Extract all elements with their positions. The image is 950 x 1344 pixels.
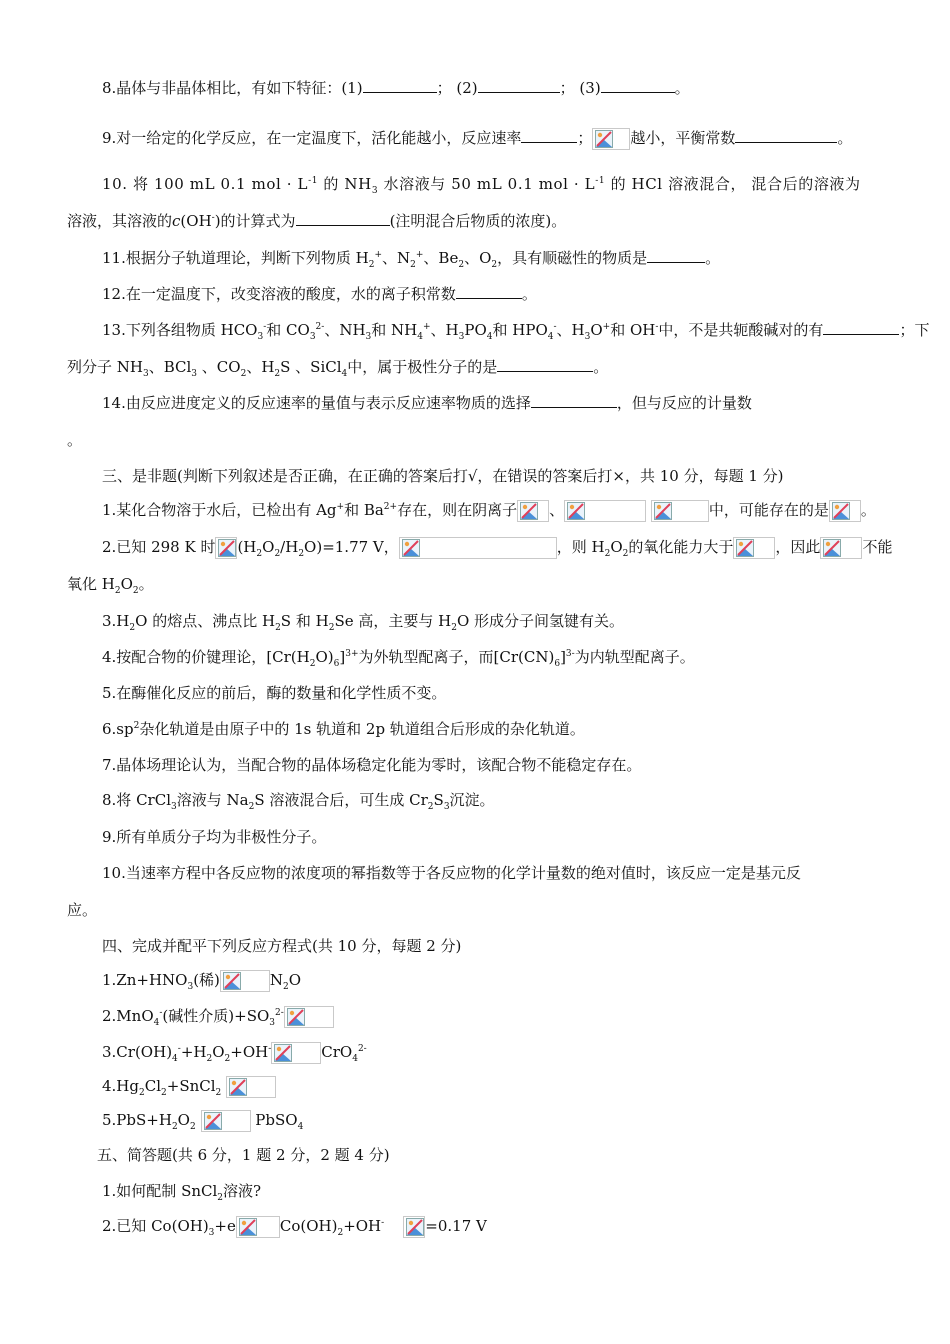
question-11: 11.根据分子轨道理论，判断下列物质 $H_2^+$、$N_2^+$、$Be_2$、$O_2$，具有顺磁性的物质是 。	[102, 249, 721, 270]
broken-image-icon	[271, 1042, 321, 1064]
broken-image-icon	[820, 537, 862, 559]
tf-item-8: 8.将 CrCl$_3$溶液与 $Na_2S$ 溶液混合后，可生成 $Cr_2S_3$沉淀。	[102, 791, 495, 812]
tf-item-7: 7.晶体场理论认为，当配合物的晶体场稳定化能为零时，该配合物不能稳定存在。	[102, 756, 642, 774]
question-9: 9.对一给定的化学反应，在一定温度下，活化能越小，反应速率 ； 越小，平衡常数 。	[102, 128, 852, 150]
question-13-line-2: 列分子 $NH_3$、BCl$_3$ 、$CO_2$、$H_2S$ 、SiCl$_4$中，属于极性分子的是 。	[67, 358, 609, 379]
answer-blank[interactable]	[363, 78, 437, 93]
tf-item-4: 4.按配合物的价键理论，$[Cr(H_2O)_6]^{3+}$为外轨型配离子，而$[Cr(CN)_6]^{3-}$为内轨型配离子。	[102, 648, 695, 669]
broken-image-icon	[592, 128, 630, 150]
section-4-heading: 四、完成并配平下列反应方程式(共 10 分，每题 2 分)	[102, 937, 462, 955]
answer-blank[interactable]	[296, 211, 390, 226]
answer-blank[interactable]	[735, 128, 837, 143]
short-answer-2: 2.已知 $Co(OH)_3+e$ $Co(OH)_2+OH^-$ =0.17 V	[102, 1217, 487, 1238]
section-5-heading: 五、简答题(共 6 分，1 题 2 分，2 题 4 分)	[97, 1146, 390, 1164]
question-12: 12.在一定温度下，改变溶液的酸度，水的离子积常数 。	[102, 285, 537, 303]
broken-image-icon	[220, 970, 270, 992]
broken-image-icon	[201, 1110, 251, 1132]
tf-item-3: $3.H_2O$ 的熔点、沸点比 $H_2S$ 和 $H_2Se$ 高，主要与 $H_2O$ 形成分子间氢键有关。	[102, 612, 625, 633]
short-answer-1: 1.如何配制 SnCl$_2$溶液?	[102, 1182, 262, 1203]
broken-image-icon	[226, 1076, 276, 1098]
tf-item-10: 10.当速率方程中各反应物的浓度项的幂指数等于各反应物的化学计量数的绝对值时，该反应一定是基元反	[102, 864, 801, 882]
equation-5: $5.PbS+H_2O_2$ PbSO$_4$	[102, 1111, 304, 1132]
equation-3: $3.Cr(OH)_4^-+H_2O_2+OH^-$ CrO$_4^{2-}$	[102, 1043, 367, 1064]
equation-2: 2.MnO$_4$-(碱性介质)$+SO_3^{2-}$	[102, 1006, 334, 1028]
broken-image-icon	[236, 1216, 280, 1238]
tf-item-10-cont: 应。	[67, 901, 98, 919]
broken-image-icon	[215, 537, 237, 559]
broken-image-icon	[564, 500, 646, 522]
question-8: 8.晶体与非晶体相比，有如下特征：(1) ； (2) ； (3) 。	[102, 79, 690, 97]
tf-item-9: 9.所有单质分子均为非极性分子。	[102, 828, 327, 846]
tf-item-2: 2.已知 298 K 时 $(H_2O_2/H_2O)=1.77$ V， ，则 $H_2O_2$的氧化能力大于 ，因此 不能	[102, 538, 893, 559]
answer-blank[interactable]	[456, 284, 522, 299]
question-10-line-2: 溶液，其溶液的c(OH-)的计算式为 (注明混合后物质的浓度)。	[67, 212, 567, 230]
answer-blank[interactable]	[497, 357, 593, 372]
answer-blank[interactable]	[521, 128, 577, 143]
broken-image-icon	[403, 1216, 425, 1238]
broken-image-icon	[733, 537, 775, 559]
question-14: 14.由反应进度定义的反应速率的量值与表示反应速率物质的选择 ，但与反应的计量数	[102, 394, 752, 412]
answer-blank[interactable]	[601, 78, 675, 93]
question-14-end: 。	[67, 431, 83, 449]
tf-item-6: $6.sp^2$杂化轨道是由原子中的 1s 轨道和 2p 轨道组合后形成的杂化轨道。	[102, 720, 585, 738]
section-3-heading: 三、是非题(判断下列叙述是否正确，在正确的答案后打√，在错误的答案后打×，共 10 分，每题 1 分)	[102, 467, 784, 485]
question-10-line-1: 10. 将 100 mL 0.1 mol · $L^{-1}$ 的 $NH_3$ 水溶液与 50 mL 0.1 mol · $L^{-1}$ 的 HCl 溶液混合， 混合后的溶液为	[102, 175, 861, 196]
equation-1: $1.Zn+HNO_3$(稀) $N_2O$	[102, 971, 302, 992]
tf-item-1: 1.某化合物溶于水后，已检出有 Ag+和 $Ba^{2+}$存在，则在阴离子 、 中，可能存在的是 。	[102, 500, 876, 522]
broken-image-icon	[399, 537, 557, 559]
tf-item-5: 5.在酶催化反应的前后，酶的数量和化学性质不变。	[102, 684, 447, 702]
broken-image-icon	[284, 1006, 334, 1028]
broken-image-icon	[651, 500, 709, 522]
question-13-line-1: 13.下列各组物质 $HCO_3^-$和 $CO_3^{2-}$、$NH_3$和 $NH_4^+$、$H_3PO_4$和 $HPO_4^-$、$H_3O^+$和 OH-中，不是共轭酸碱对的有 ；下	[102, 321, 930, 342]
broken-image-icon	[517, 500, 549, 522]
answer-blank[interactable]	[478, 78, 560, 93]
equation-4: $4.Hg_2Cl_2+SnCl_2$	[102, 1076, 276, 1098]
answer-blank[interactable]	[531, 393, 617, 408]
answer-blank[interactable]	[823, 320, 899, 335]
tf-item-2-cont: 氧化 $H_2O_2$。	[67, 575, 154, 596]
broken-image-icon	[829, 500, 861, 522]
answer-blank[interactable]	[647, 248, 705, 263]
